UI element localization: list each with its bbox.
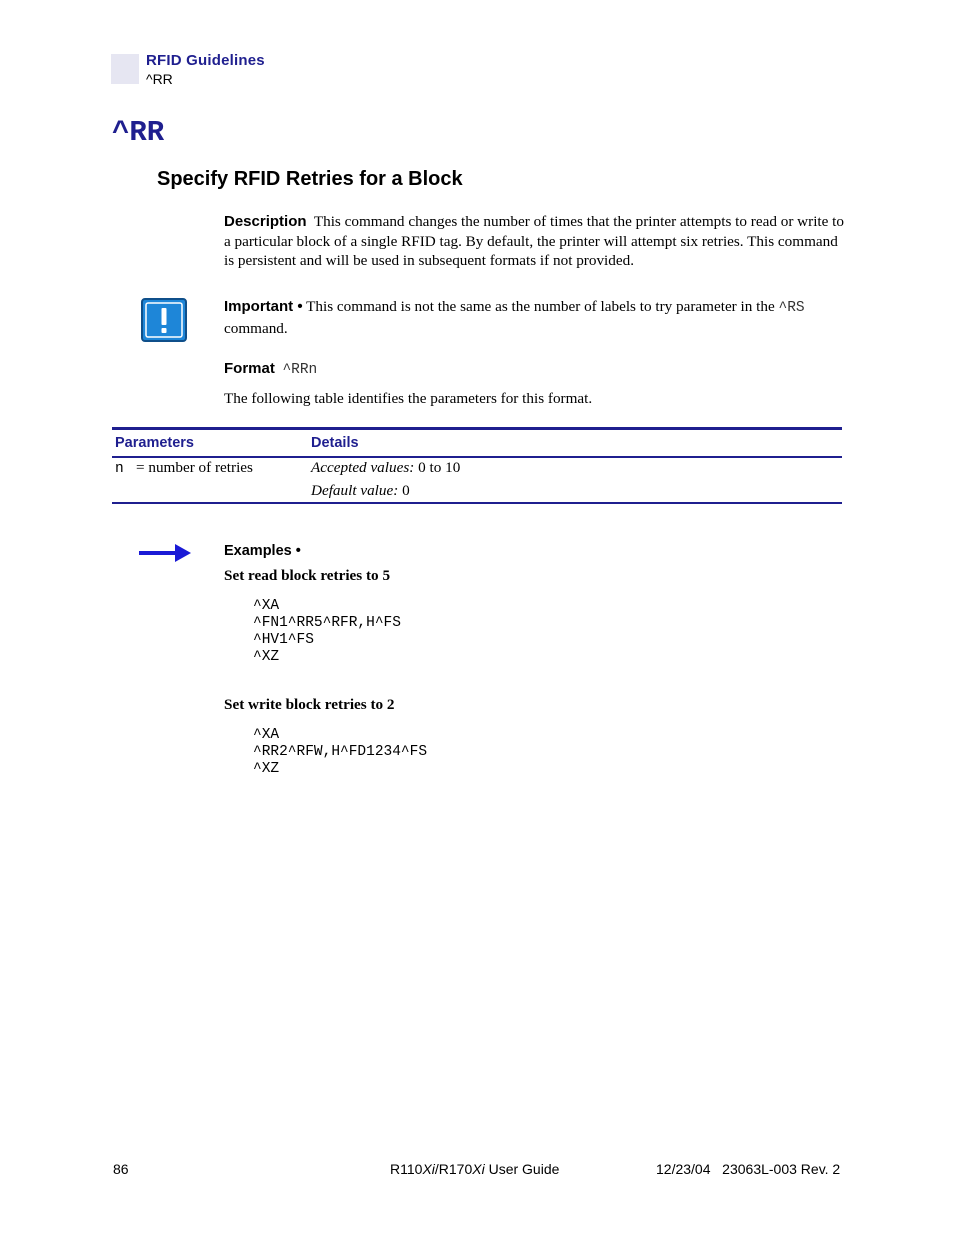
example-2-title: Set write block retries to 2 bbox=[224, 696, 395, 713]
example-2-code bbox=[253, 727, 427, 778]
table-bottom-rule bbox=[112, 502, 842, 504]
format-intro: The following table identifies the parameters for this format. bbox=[224, 390, 593, 407]
code-line: ^RR2^RFW,H^FD1234^FS bbox=[253, 744, 428, 760]
subsection-title: ^RR bbox=[146, 71, 173, 87]
example-1-code bbox=[253, 598, 401, 666]
code-line: ^XA bbox=[253, 727, 280, 743]
header-details: Details bbox=[311, 435, 359, 451]
code-line: ^FN1^RR5^RFR,H^FS bbox=[253, 615, 401, 631]
footer-revision: 23063L-003 Rev. 2 bbox=[722, 1161, 841, 1177]
description-paragraph bbox=[224, 212, 844, 271]
default-value: 0 bbox=[402, 482, 410, 499]
important-text-after: command. bbox=[224, 319, 288, 337]
detail-accepted bbox=[311, 459, 460, 477]
format-code: ^RRn bbox=[282, 362, 318, 378]
detail-default bbox=[311, 482, 410, 500]
description-label: Description bbox=[224, 213, 307, 230]
guide-sep: /R170 bbox=[434, 1161, 473, 1177]
page-number: 86 bbox=[113, 1161, 129, 1177]
table-header bbox=[112, 430, 842, 456]
code-line: ^HV1^FS bbox=[253, 632, 314, 648]
footer-date-revision bbox=[656, 1161, 840, 1177]
important-note bbox=[224, 297, 844, 338]
footer-date: 12/23/04 bbox=[656, 1161, 711, 1177]
example-1-title: Set read block retries to 5 bbox=[224, 567, 391, 584]
default-label: Default value: bbox=[311, 482, 399, 499]
parameter-table bbox=[112, 427, 842, 504]
accepted-value: 0 to 10 bbox=[418, 459, 461, 476]
code-line: ^XZ bbox=[253, 649, 280, 665]
important-label: Important • bbox=[224, 298, 303, 315]
examples-label: Examples • bbox=[224, 543, 301, 559]
guide-xi-1: Xi bbox=[422, 1161, 435, 1177]
example-arrow-icon bbox=[139, 544, 191, 562]
section-title: RFID Guidelines bbox=[146, 52, 265, 69]
examples-heading bbox=[224, 541, 844, 562]
guide-suffix: User Guide bbox=[484, 1161, 560, 1177]
guide-title bbox=[390, 1161, 559, 1177]
page-heading: Specify RFID Retries for a Block bbox=[157, 168, 463, 190]
format-line bbox=[224, 359, 844, 381]
table-row bbox=[112, 458, 842, 502]
important-icon bbox=[141, 298, 187, 342]
code-line: ^XA bbox=[253, 598, 280, 614]
guide-xi-2: Xi bbox=[472, 1161, 485, 1177]
description-text: This command changes the number of times that the printer attempts to read or write to a particular block of a single RFID tag. By default, the printer will attempt six retries. This command is persistent and will be used in subsequent formats if not provided. bbox=[224, 213, 844, 269]
format-label: Format bbox=[224, 360, 275, 377]
param-text: = number of retries bbox=[136, 459, 253, 476]
header-parameters: Parameters bbox=[115, 435, 194, 451]
param-code: n bbox=[115, 461, 124, 477]
guide-prefix: R110 bbox=[390, 1161, 423, 1177]
important-text: This command is not the same as the number of labels to try parameter in the bbox=[306, 298, 775, 315]
header-marker bbox=[111, 54, 139, 84]
code-line: ^XZ bbox=[253, 761, 280, 777]
important-code: ^RS bbox=[778, 300, 805, 316]
accepted-label: Accepted values: bbox=[311, 459, 415, 476]
command-title: ^RR bbox=[112, 116, 165, 149]
